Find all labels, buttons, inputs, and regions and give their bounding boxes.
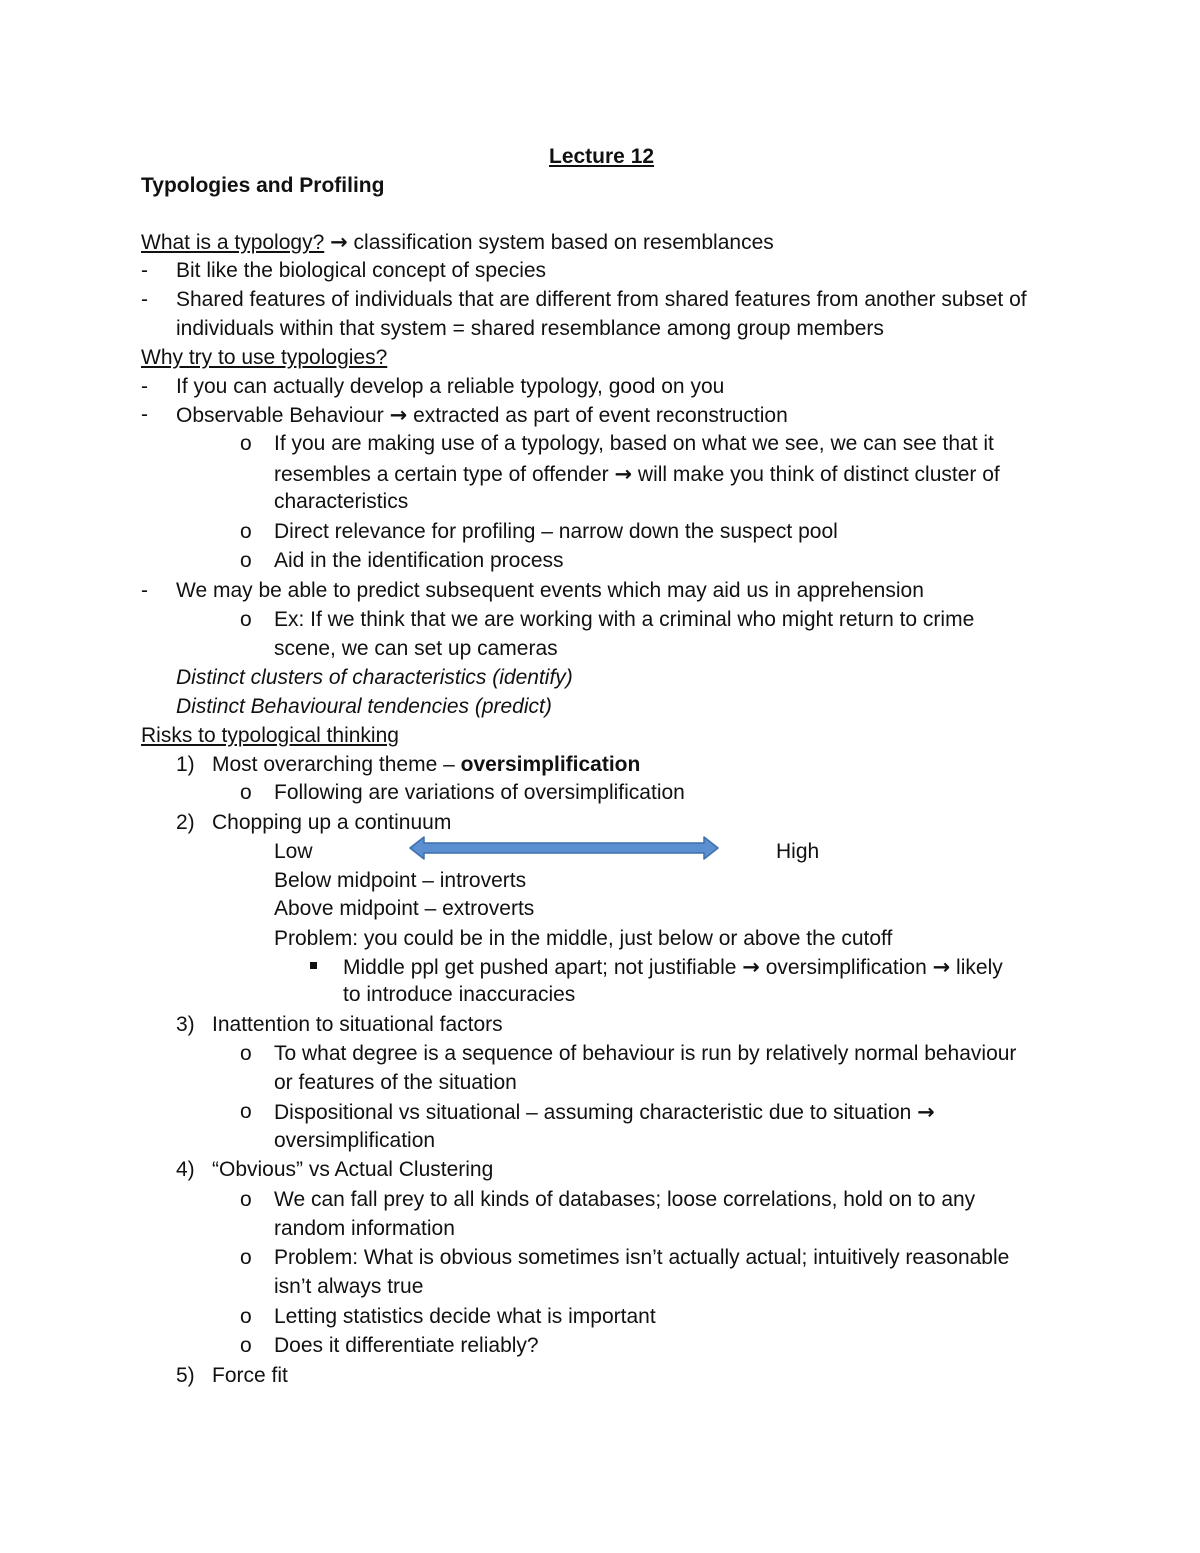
risk-chopping-continuum: Chopping up a continuum <box>212 811 452 834</box>
lecture-title: Lecture 12 <box>549 145 655 168</box>
italic-identify: Distinct clusters of characteristics (identify) <box>176 666 573 689</box>
risk-force-fit: Force fit <box>212 1364 288 1387</box>
dash-marker: - <box>141 403 148 426</box>
why-heading: Why try to use typologies? <box>141 346 388 369</box>
below-midpoint: Below midpoint – introverts <box>274 869 527 892</box>
sub-obvious-l2: isn’t always true <box>274 1275 424 1298</box>
sub-variations: Following are variations of oversimplification <box>274 781 685 804</box>
dispositional-text: Dispositional vs situational – assuming characteristic due to situation <box>274 1101 918 1124</box>
continuum-problem: Problem: you could be in the middle, just below or above the cutoff <box>274 927 893 950</box>
circle-marker: o <box>240 1188 252 1211</box>
topic-title: Typologies and Profiling <box>141 174 385 197</box>
circle-marker: o <box>240 1100 252 1123</box>
arrow-icon: → <box>389 403 408 427</box>
arrow-icon: → <box>330 230 348 254</box>
sub-databases-l2: random information <box>274 1217 455 1240</box>
sub-making-use-l1: If you are making use of a typology, based on what we see, we can see that it <box>274 432 994 455</box>
middle-ppl-text: Middle ppl get pushed apart; not justifiable <box>343 956 743 979</box>
overarching-text: Most overarching theme – <box>212 753 461 776</box>
circle-marker: o <box>240 781 252 804</box>
above-midpoint: Above midpoint – extroverts <box>274 897 535 920</box>
typology-answer: classification system based on resemblances <box>347 231 774 254</box>
sub-dispositional-l1 <box>274 1098 935 1127</box>
observable-behaviour-text: Observable Behaviour <box>176 404 390 427</box>
number-label: 5) <box>176 1364 195 1387</box>
sub-degree-l2: or features of the situation <box>274 1071 517 1094</box>
sub-dispositional-l2: oversimplification <box>274 1129 436 1152</box>
bullet-observable-behaviour <box>176 401 788 430</box>
circle-marker: o <box>240 1305 252 1328</box>
distinct-cluster-text: will make you think of distinct cluster of <box>632 463 1000 486</box>
oversimplification-bold: oversimplification <box>460 753 641 776</box>
oversimplification-text: oversimplification <box>759 956 933 979</box>
bullet-predict: We may be able to predict subsequent events which may aid us in apprehension <box>176 579 924 602</box>
typology-definition <box>141 228 774 257</box>
resembles-text: resembles a certain type of offender <box>274 463 615 486</box>
circle-marker: o <box>240 1334 252 1357</box>
sub-example-l2: scene, we can set up cameras <box>274 637 558 660</box>
circle-marker: o <box>240 520 252 543</box>
middle-ppl-l2: to introduce inaccuracies <box>343 983 576 1006</box>
sub-differentiate: Does it differentiate reliably? <box>274 1334 539 1357</box>
continuum-low: Low <box>274 840 313 863</box>
risk-obvious-clustering: “Obvious” vs Actual Clustering <box>212 1158 494 1181</box>
dash-marker: - <box>141 375 148 398</box>
square-bullet <box>310 962 317 969</box>
risk-situational: Inattention to situational factors <box>212 1013 503 1036</box>
dash-marker: - <box>141 288 148 311</box>
extracted-text: extracted as part of event reconstruction <box>407 404 788 427</box>
likely-text: likely <box>950 956 1003 979</box>
number-label: 2) <box>176 811 195 834</box>
arrow-icon: → <box>742 955 760 979</box>
sub-identification: Aid in the identification process <box>274 549 564 572</box>
risk-oversimplification <box>212 751 640 779</box>
dash-marker: - <box>141 259 148 282</box>
sub-degree-l1: To what degree is a sequence of behaviour is run by relatively normal behaviour <box>274 1042 1017 1065</box>
number-label: 1) <box>176 753 195 776</box>
sub-obvious-l1: Problem: What is obvious sometimes isn’t actually actual; intuitively reasonable <box>274 1246 1010 1269</box>
sub-direct-relevance: Direct relevance for profiling – narrow down the suspect pool <box>274 520 838 543</box>
sub-databases-l1: We can fall prey to all kinds of databases; loose correlations, hold on to any <box>274 1188 976 1211</box>
circle-marker: o <box>240 1042 252 1065</box>
circle-marker: o <box>240 549 252 572</box>
circle-marker: o <box>240 432 252 455</box>
circle-marker: o <box>240 608 252 631</box>
bullet-shared-features-l1: Shared features of individuals that are different from shared features from another subset of <box>176 288 1027 311</box>
number-label: 4) <box>176 1158 195 1181</box>
typology-question: What is a typology? <box>141 231 325 254</box>
dash-marker: - <box>141 579 148 602</box>
continuum-high: High <box>776 840 820 863</box>
bullet-shared-features-l2: individuals within that system = shared resemblance among group members <box>176 317 884 340</box>
sub-statistics: Letting statistics decide what is important <box>274 1305 656 1328</box>
arrow-icon: → <box>917 1100 935 1124</box>
circle-marker: o <box>240 1246 252 1269</box>
arrow-icon: → <box>932 955 951 979</box>
sub-making-use-l3: characteristics <box>274 490 409 513</box>
arrow-icon: → <box>614 462 633 486</box>
risks-heading: Risks to typological thinking <box>141 724 399 747</box>
bullet-species: Bit like the biological concept of species <box>176 259 547 282</box>
sub-making-use-l2 <box>274 460 1000 489</box>
sub-example-l1: Ex: If we think that we are working with a criminal who might return to crime <box>274 608 975 631</box>
double-arrow-icon <box>408 834 720 862</box>
bullet-reliable-typology: If you can actually develop a reliable typology, good on you <box>176 375 725 398</box>
middle-ppl-l1 <box>343 953 1003 982</box>
number-label: 3) <box>176 1013 195 1036</box>
italic-predict: Distinct Behavioural tendencies (predict) <box>176 695 552 718</box>
